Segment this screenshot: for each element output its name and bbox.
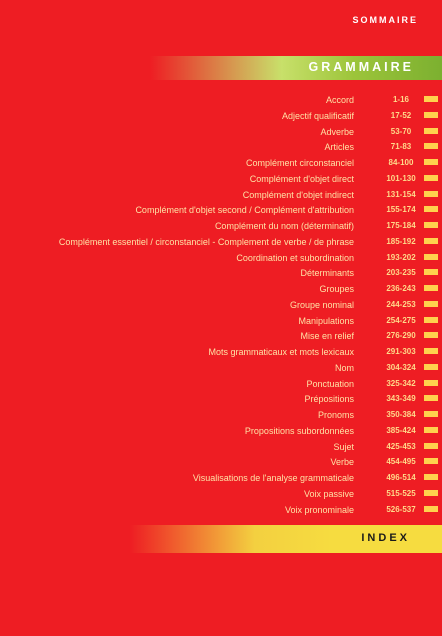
- toc-entry[interactable]: [0, 124, 442, 140]
- toc-entry-label: Adverbe: [320, 126, 354, 137]
- toc-entry-label: Coordination et subordination: [236, 252, 354, 263]
- toc-entry[interactable]: [0, 234, 442, 250]
- toc-entry-label: Propositions subordonnées: [244, 425, 354, 436]
- toc-entry[interactable]: [0, 297, 442, 313]
- toc-entry-marker: [424, 96, 438, 102]
- toc-entry-label: Accord: [325, 95, 354, 105]
- toc-entry-marker: [424, 348, 438, 354]
- toc-entry-pages: 304-324: [386, 362, 416, 372]
- toc-entry-label: Verbe: [330, 457, 354, 468]
- toc-entry-marker: [424, 443, 438, 449]
- toc-entry[interactable]: [0, 344, 442, 360]
- toc-entry[interactable]: [0, 187, 442, 203]
- toc-entry[interactable]: [0, 439, 442, 455]
- toc-entry-marker: [424, 474, 438, 480]
- toc-entry-pages: 385-424: [386, 425, 416, 435]
- toc-entry-marker: [424, 317, 438, 323]
- toc-entry[interactable]: [0, 171, 442, 187]
- toc-entry-marker: [424, 395, 438, 401]
- toc-entry-label: Visualisations de l'analyse grammaticale: [192, 473, 354, 483]
- toc-entry-marker: [424, 458, 438, 464]
- toc-entry[interactable]: [0, 155, 442, 171]
- toc-entry[interactable]: [0, 328, 442, 344]
- toc-entry-marker: [424, 269, 438, 275]
- toc-entry-pages: 155-174: [386, 205, 416, 215]
- toc-entry-label: Groupes: [319, 284, 354, 294]
- section-title: GRAMMAIRE: [308, 60, 414, 74]
- toc-entry-marker: [424, 191, 438, 197]
- toc-entry[interactable]: [0, 502, 442, 518]
- toc-entry-marker: [424, 238, 438, 244]
- toc-entry-label: Complément du nom (déterminatif): [214, 221, 354, 231]
- toc-entry-pages: 515-525: [386, 488, 416, 498]
- toc-entry-pages: 496-514: [386, 473, 416, 482]
- toc-entry-pages: 17-52: [390, 110, 412, 120]
- toc-entry-pages: 425-453: [386, 441, 416, 451]
- toc-entry-pages: 84-100: [388, 158, 414, 167]
- toc-entry-label: Groupe nominal: [289, 299, 354, 310]
- toc-entry-marker: [424, 411, 438, 417]
- toc-entry-pages: 236-243: [386, 284, 416, 293]
- toc-entry-pages: 454-495: [386, 457, 416, 467]
- toc-entry[interactable]: [0, 376, 442, 392]
- toc-entry-label: Adjectif qualificatif: [281, 110, 354, 121]
- toc-entry-label: Pronoms: [317, 410, 354, 420]
- toc-entry-pages: 185-192: [386, 236, 416, 246]
- toc-entry[interactable]: [0, 92, 442, 108]
- toc-entry-label: Complément essentiel / circonstanciel - Complement de verbe / de phrase: [58, 236, 354, 247]
- toc-entry-label: Voix pronominale: [284, 504, 354, 515]
- section-bar: [150, 56, 442, 80]
- toc-entry-label: Articles: [324, 142, 354, 153]
- toc-entry-label: Complément circonstanciel: [245, 158, 354, 168]
- toc-entry[interactable]: [0, 265, 442, 281]
- toc-entry-label: Ponctuation: [306, 378, 354, 389]
- toc-entry-label: Mise en relief: [300, 331, 354, 342]
- toc-entry-label: Mots grammaticaux et mots lexicaux: [208, 347, 354, 357]
- toc-entry-marker: [424, 490, 438, 496]
- toc-entry-pages: 350-384: [386, 410, 416, 419]
- toc-entry-label: Sujet: [333, 441, 354, 452]
- toc-entry-marker: [424, 222, 438, 228]
- toc-entry-marker: [424, 159, 438, 165]
- toc-entry-label: Complément d'objet direct: [249, 173, 354, 184]
- toc-entry-marker: [424, 175, 438, 181]
- toc-entry-pages: 276-290: [386, 331, 416, 341]
- toc-entry-pages: 53-70: [390, 126, 412, 136]
- toc-entry-pages: 254-275: [386, 315, 416, 325]
- toc-entry[interactable]: [0, 281, 442, 297]
- toc-entry-pages: 101-130: [386, 173, 416, 183]
- toc-entry-label: Nom: [334, 362, 354, 373]
- toc-entry-pages: 343-349: [386, 394, 416, 404]
- toc-entry-pages: 71-83: [390, 142, 412, 152]
- toc-entry-marker: [424, 206, 438, 212]
- toc-entry-marker: [424, 301, 438, 307]
- toc-entry-pages: 526-537: [386, 504, 416, 514]
- toc-entry-pages: 193-202: [386, 252, 416, 262]
- toc-entry[interactable]: [0, 486, 442, 502]
- toc-entry-label: Prépositions: [304, 394, 354, 405]
- toc-entry[interactable]: [0, 202, 442, 218]
- toc-entry[interactable]: [0, 139, 442, 155]
- toc-entry-label: Manipulations: [298, 315, 354, 326]
- page-header: SOMMAIRE: [352, 15, 418, 25]
- toc-entry[interactable]: [0, 423, 442, 439]
- toc-entry[interactable]: [0, 407, 442, 423]
- table-of-contents: [0, 92, 442, 517]
- toc-entry-label: Déterminants: [300, 268, 354, 279]
- toc-entry-marker: [424, 332, 438, 338]
- toc-entry-marker: [424, 285, 438, 291]
- toc-entry-pages: 131-154: [386, 189, 416, 199]
- toc-entry-label: Voix passive: [303, 488, 354, 499]
- toc-entry[interactable]: [0, 470, 442, 486]
- toc-entry[interactable]: [0, 250, 442, 266]
- index-title: INDEX: [361, 532, 410, 544]
- toc-entry[interactable]: [0, 313, 442, 329]
- toc-entry-pages: 175-184: [386, 221, 416, 230]
- toc-entry-marker: [424, 254, 438, 260]
- toc-entry-pages: 244-253: [386, 299, 416, 309]
- toc-entry-marker: [424, 506, 438, 512]
- toc-entry[interactable]: [0, 454, 442, 470]
- toc-entry-pages: 203-235: [386, 268, 416, 278]
- toc-entry-marker: [424, 128, 438, 134]
- toc-entry-marker: [424, 380, 438, 386]
- toc-entry-label: Complément d'objet indirect: [242, 189, 354, 200]
- toc-entry-label: Complément d'objet second / Complément d'attribution: [135, 205, 354, 216]
- toc-entry[interactable]: [0, 108, 442, 124]
- toc-entry-marker: [424, 364, 438, 370]
- toc-entry-pages: 325-342: [386, 378, 416, 388]
- toc-entry[interactable]: [0, 218, 442, 234]
- toc-entry-marker: [424, 143, 438, 149]
- toc-entry-pages: 1-16: [392, 95, 409, 104]
- toc-entry[interactable]: [0, 360, 442, 376]
- toc-entry-pages: 291-303: [386, 347, 416, 356]
- toc-entry-marker: [424, 112, 438, 118]
- index-bar[interactable]: [130, 525, 442, 553]
- toc-entry-marker: [424, 427, 438, 433]
- toc-entry[interactable]: [0, 391, 442, 407]
